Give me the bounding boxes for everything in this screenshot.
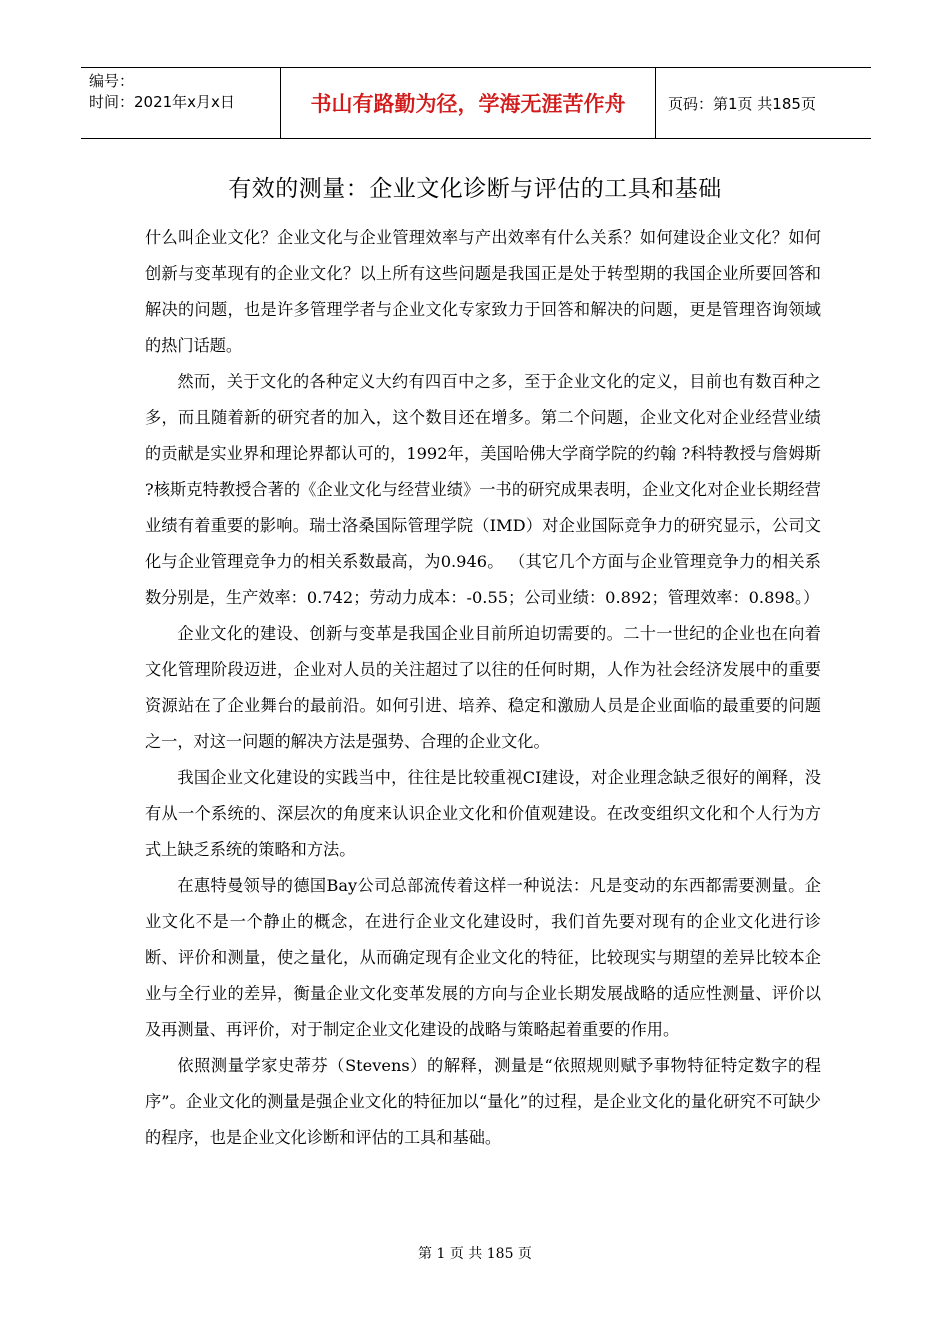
paragraph-1: 什么叫企业文化？企业文化与企业管理效率与产出效率有什么关系？如何建设企业文化？如何创新与变革现有的企业文化？以上所有这些问题是我国正是处于转型期的我国企业所要回答和解决的问题，也是许多管理学者与企业文化专家致力于回答和解决的问题，更是管理咨询领域的热门话题。: [145, 228, 821, 355]
number-label: 编号：: [89, 72, 135, 90]
document-title: 有效的测量：企业文化诊断与评估的工具和基础: [228, 176, 722, 202]
paragraph-3: 企业文化的建设、创新与变革是我国企业目前所迫切需要的。二十一世纪的企业也在向着文化管理阶段迈进，企业对人员的关注超过了以往的任何时期，人作为社会经济发展中的重要资源站在了企业舞台的最前沿。如何引进、培养、稳定和激励人员是企业面临的最重要的问题之一，对这一问题的解决方法是强势、合理的企业文化。: [145, 624, 821, 751]
paragraph-2: 然而，关于文化的各种定义大约有四百中之多，至于企业文化的定义，目前也有数百种之多，而且随着新的研究者的加入，这个数目还在增多。第二个问题，企业文化对企业经营业绩的贡献是实业界和理论界都认可的，1992年，美国哈佛大学商学院的约翰 ?科特教授与詹姆斯 ?核斯克特教授合著的《企业文化与经营业绩》一书的研究成果表明，企业文化对企业长期经营业绩有着重要的影响。瑞士洛桑国际管理学院（IMD）对企业国际竞争力的研究显示，公司文化与企业管理竞争力的相关系数最高，为0.946。 （其它几个方面与企业管理竞争力的相关系数分别是，生产效率：0.742；劳动力成本：-0.55；公司业绩：0.892；管理效率：0.898。）: [145, 372, 821, 607]
time-label: 时间：2021年x月x日: [89, 93, 235, 111]
paragraph-6: 依照测量学家史蒂芬（Stevens）的解释，测量是“依照规则赋予事物特征特定数字的程序”。企业文化的测量是强企业文化的特征加以“量化”的过程，是企业文化的量化研究不可缺少的程序，也是企业文化诊断和评估的工具和基础。: [145, 1056, 821, 1147]
header-meta: [81, 68, 281, 138]
paragraph-4: 我国企业文化建设的实践当中，往往是比较重视CI建设，对企业理念缺乏很好的阐释，没有从一个系统的、深层次的角度来认识企业文化和价值观建设。在改变组织文化和个人行为方式上缺乏系统的策略和方法。: [145, 768, 821, 859]
document-header: [81, 67, 871, 139]
page-footer: 第 1 页 共 185 页: [418, 1246, 532, 1262]
header-slogan: 书山有路勤为径，学海无涯苦作舟: [281, 68, 656, 138]
document-body: [145, 220, 821, 1156]
paragraph-5: 在惠特曼领导的德国Bay公司总部流传着这样一种说法：凡是变动的东西都需要测量。企业文化不是一个静止的概念，在进行企业文化建设时，我们首先要对现有的企业文化进行诊断、评价和测量，使之量化，从而确定现有企业文化的特征，比较现实与期望的差异比较本企业与全行业的差异，衡量企业文化变革发展的方向与企业长期发展战略的适应性测量、评价以及再测量、再评价，对于制定企业文化建设的战略与策略起着重要的作用。: [145, 876, 821, 1039]
header-page-info: 页码：第1页 共185页: [668, 94, 816, 113]
